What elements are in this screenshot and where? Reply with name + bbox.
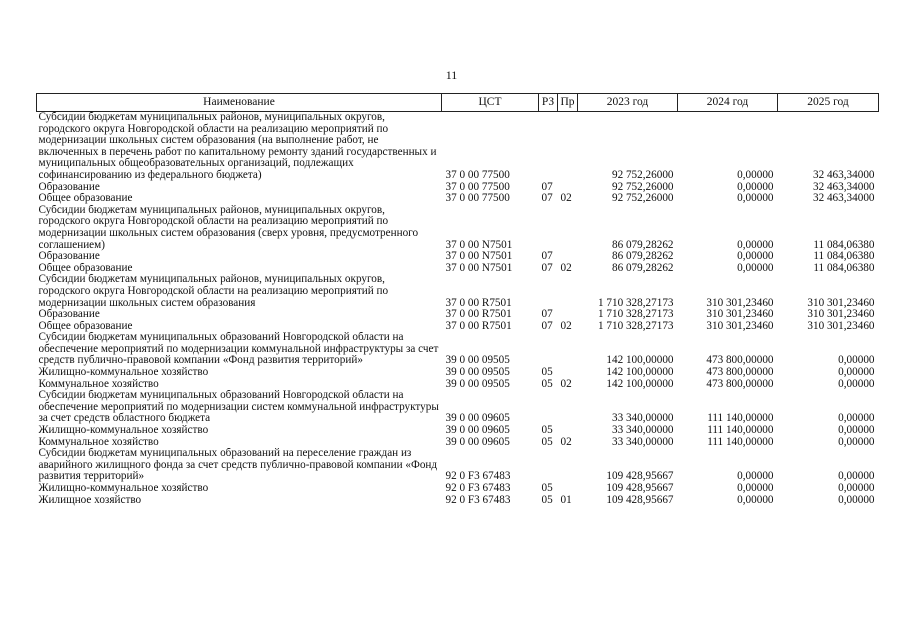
row-cst: 37 0 00 77500: [445, 193, 510, 205]
row-value-2024: 0,00000: [737, 168, 774, 181]
row-cst: 37 0 00 R7501: [445, 296, 512, 309]
row-value-2024: 111 140,00000: [707, 425, 774, 437]
row-name: Субсидии бюджетам муниципальных районов, муниципальных округов, городского округа Новгородской области на реализацию мероприятий по модернизации школьных систем образования (сверх уровня, предусмотренного соглашением): [38, 204, 419, 251]
row-value-2023: 142 100,00000: [606, 378, 674, 390]
row-value-2023: 1 710 328,27173: [597, 309, 674, 321]
row-value-2023: 109 428,95667: [606, 470, 674, 483]
row-value-2025: 11 084,06380: [813, 251, 875, 263]
row-value-2024: 0,00000: [737, 494, 774, 506]
page-number: 11: [445, 68, 458, 82]
row-value-2024: 0,00000: [737, 193, 774, 205]
row-pr: [558, 390, 578, 425]
row-rz: [539, 205, 558, 251]
row-name: Субсидии бюджетам муниципальных образований Новгородской области на обеспечение мероприятий по модернизации систем коммунальной инфраструктуры за счет средств областного бюджета: [38, 390, 439, 425]
row-pr: 02: [560, 320, 572, 332]
row-value-2025: 0,00000: [838, 367, 875, 379]
row-pr: [558, 182, 578, 194]
row-value-2025: 0,00000: [838, 483, 875, 494]
table-row: [37, 193, 879, 205]
row-cst: 92 0 F3 67483: [445, 483, 511, 494]
row-cst: 37 0 00 R7501: [445, 309, 512, 321]
row-value-2025: 32 463,34000: [812, 193, 875, 205]
row-value-2024: 0,00000: [737, 251, 774, 263]
row-rz: [539, 274, 558, 309]
row-rz: [539, 448, 558, 483]
table-row: [37, 263, 879, 275]
row-value-2023: 142 100,00000: [606, 367, 674, 379]
row-pr: [558, 367, 578, 379]
row-cst: 37 0 00 R7501: [445, 320, 512, 332]
row-pr: [558, 425, 578, 437]
row-cst: 37 0 00 N7501: [445, 251, 513, 263]
row-value-2025: 0,00000: [838, 354, 875, 367]
row-value-2023: 1 710 328,27173: [597, 320, 674, 332]
row-value-2023: 86 079,28262: [611, 238, 674, 251]
row-rz: 07: [541, 320, 553, 332]
row-value-2024: 473 800,00000: [706, 367, 774, 379]
row-cst: 37 0 00 77500: [445, 181, 510, 193]
table-row: [37, 112, 879, 182]
row-value-2024: 0,00000: [737, 181, 774, 193]
row-value-2024: 0,00000: [737, 262, 774, 274]
row-pr: [558, 483, 578, 495]
header-2025: 2025 год: [778, 94, 879, 112]
row-name: Субсидии бюджетам муниципальных районов, муниципальных округов, городского округа Новгородской области на реализацию мероприятий по модернизации школьных систем образования (на выполнение работ, не включенных в перечень работ по капитальному ремонту зданий государственных и муниципальных общеобразовательных организаций, подлежащих софинансированию из федерального бюджета): [38, 111, 437, 181]
row-value-2025: 0,00000: [838, 470, 875, 483]
row-name: Коммунальное хозяйство: [38, 436, 159, 448]
row-value-2025: 0,00000: [838, 494, 875, 506]
row-rz: 05: [541, 378, 553, 390]
row-rz: 05: [541, 436, 553, 448]
table-row: [37, 205, 879, 251]
row-value-2025: 310 301,23460: [807, 309, 875, 321]
row-value-2023: 109 428,95667: [606, 483, 674, 494]
table-header: [37, 94, 879, 112]
header-rz: РЗ: [539, 94, 558, 112]
row-cst: 39 0 00 09505: [445, 367, 510, 379]
row-value-2024: 0,00000: [737, 238, 774, 251]
table-row: [37, 321, 879, 333]
row-name: Общее образование: [38, 262, 133, 274]
row-rz: 05: [541, 494, 553, 506]
row-rz: [539, 390, 558, 425]
row-value-2025: 310 301,23460: [807, 296, 875, 309]
row-value-2024: 111 140,00000: [707, 436, 774, 448]
row-value-2024: 310 301,23460: [706, 309, 774, 321]
row-cst: 92 0 F3 67483: [445, 470, 511, 483]
row-cst: 37 0 00 N7501: [445, 262, 513, 274]
row-value-2023: 33 340,00000: [611, 412, 674, 425]
table-row: [37, 495, 879, 507]
header-2023: 2023 год: [578, 94, 678, 112]
row-value-2023: 92 752,26000: [611, 181, 674, 193]
row-name: Образование: [38, 181, 100, 193]
row-value-2025: 0,00000: [838, 436, 875, 448]
row-pr: 02: [560, 193, 572, 205]
table-row: [37, 483, 879, 495]
header-cst: ЦСТ: [442, 94, 539, 112]
row-name: Субсидии бюджетам муниципальных районов, муниципальных округов, городского округа Новгородской области на реализацию мероприятий по модернизации школьных систем образования: [38, 274, 389, 309]
row-pr: [558, 112, 578, 182]
row-value-2025: 0,00000: [838, 425, 875, 437]
row-value-2024: 310 301,23460: [706, 320, 774, 332]
row-value-2023: 109 428,95667: [606, 494, 674, 506]
row-rz: 05: [541, 483, 553, 494]
row-value-2025: 310 301,23460: [807, 320, 875, 332]
table-row: [37, 182, 879, 194]
header-name: Наименование: [37, 94, 442, 112]
row-rz: [539, 332, 558, 367]
row-value-2025: 0,00000: [838, 412, 875, 425]
row-value-2024: 473 800,00000: [706, 378, 774, 390]
row-name: Образование: [38, 251, 100, 263]
row-pr: 01: [560, 494, 572, 506]
row-cst: 39 0 00 09605: [445, 412, 510, 425]
table-row: [37, 251, 879, 263]
table-row: [37, 390, 879, 425]
row-value-2024: 473 800,00000: [706, 354, 774, 367]
row-pr: [558, 205, 578, 251]
row-value-2023: 33 340,00000: [611, 425, 674, 437]
row-rz: 07: [541, 251, 553, 263]
row-name: Коммунальное хозяйство: [38, 378, 159, 390]
row-pr: [558, 251, 578, 263]
row-pr: 02: [560, 436, 572, 448]
row-cst: 37 0 00 N7501: [445, 238, 513, 251]
row-pr: [558, 309, 578, 321]
row-cst: 39 0 00 09605: [445, 425, 510, 437]
row-value-2024: 310 301,23460: [706, 296, 774, 309]
table-row: [37, 309, 879, 321]
table-row: [37, 425, 879, 437]
row-value-2024: 111 140,00000: [707, 412, 774, 425]
row-value-2023: 86 079,28262: [611, 251, 674, 263]
table-row: [37, 367, 879, 379]
row-rz: 07: [541, 262, 553, 274]
row-value-2024: 0,00000: [737, 483, 774, 494]
header-pr: Пр: [558, 94, 578, 112]
row-rz: 07: [541, 193, 553, 205]
row-pr: [558, 448, 578, 483]
row-cst: 37 0 00 77500: [445, 168, 510, 181]
table-row: [37, 448, 879, 483]
table-row: [37, 332, 879, 367]
table-row: [37, 379, 879, 391]
row-pr: [558, 332, 578, 367]
row-rz: 05: [541, 367, 553, 379]
header-2024: 2024 год: [678, 94, 778, 112]
row-rz: 07: [541, 181, 553, 193]
row-value-2023: 92 752,26000: [611, 193, 674, 205]
row-value-2025: 32 463,34000: [812, 168, 875, 181]
row-value-2023: 92 752,26000: [611, 168, 674, 181]
row-name: Жилищно-коммунальное хозяйство: [38, 425, 209, 437]
row-name: Образование: [38, 309, 100, 321]
row-cst: 39 0 00 09505: [445, 378, 510, 390]
row-value-2025: 32 463,34000: [812, 181, 875, 193]
row-rz: 07: [541, 309, 553, 321]
row-name: Субсидии бюджетам муниципальных образований Новгородской области на обеспечение мероприятий по модернизации коммунальной инфраструктуры за счет средств публично-правовой компании «Фонд развития территорий»: [38, 332, 439, 367]
row-name: Жилищно-коммунальное хозяйство: [38, 367, 209, 379]
row-name: Общее образование: [38, 193, 133, 205]
row-name: Жилищно-коммунальное хозяйство: [38, 483, 209, 494]
table-body: [37, 112, 879, 507]
row-value-2023: 1 710 328,27173: [597, 296, 674, 309]
row-value-2023: 142 100,00000: [606, 354, 674, 367]
row-value-2025: 0,00000: [838, 378, 875, 390]
table-row: [37, 437, 879, 449]
row-rz: 05: [541, 425, 553, 437]
row-value-2025: 11 084,06380: [813, 262, 875, 274]
budget-table: [36, 93, 879, 506]
row-cst: 92 0 F3 67483: [445, 494, 511, 506]
row-value-2023: 86 079,28262: [611, 262, 674, 274]
row-value-2023: 33 340,00000: [611, 436, 674, 448]
row-name: Жилищное хозяйство: [38, 494, 142, 506]
row-value-2025: 11 084,06380: [813, 238, 875, 251]
row-name: Общее образование: [38, 320, 133, 332]
row-rz: [539, 112, 558, 182]
row-cst: 39 0 00 09505: [445, 354, 510, 367]
row-value-2024: 0,00000: [737, 470, 774, 483]
row-cst: 39 0 00 09605: [445, 436, 510, 448]
row-name: Субсидии бюджетам муниципальных образований на переселение граждан из аварийного жилищного фонда за счет средств публично-правовой компании «Фонд развития территорий»: [38, 448, 438, 483]
row-pr: [558, 274, 578, 309]
row-pr: 02: [560, 378, 572, 390]
table-row: [37, 274, 879, 309]
row-pr: 02: [560, 262, 572, 274]
